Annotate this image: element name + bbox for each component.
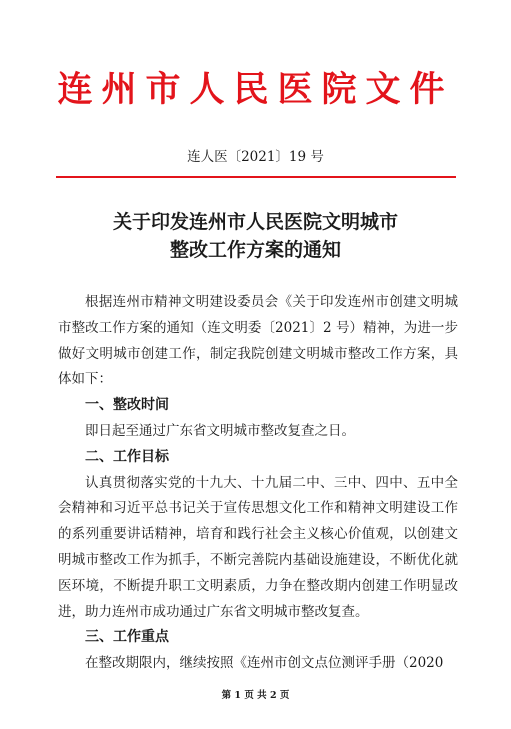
section-heading-schedule: 一、整改时间	[85, 397, 169, 414]
issuing-org-header: 连州市人民医院文件	[57, 69, 454, 110]
document-title-line-2: 整改工作方案的通知	[169, 239, 341, 261]
document-body	[58, 290, 458, 677]
section-heading-goals: 二、工作目标	[85, 448, 169, 465]
document-number: 连人医〔2021〕19 号	[187, 149, 324, 165]
document-title	[0, 208, 511, 264]
section-heading-focus: 三、工作重点	[85, 629, 169, 646]
document-title-line-1: 关于印发连州市人民医院文明城市	[112, 211, 398, 233]
section-text-focus: 在整改期限内，继续按照《连州市创文点位测评手册（2020	[85, 655, 444, 672]
section-text-schedule: 即日起至通过广东省文明城市整改复查之日。	[85, 422, 355, 439]
intro-paragraph: 根据连州市精神文明建设委员会《关于印发连州市创建文明城市整改工作方案的通知（连文明委〔2021〕2 号）精神，为进一步做好文明城市创建工作，制定我院创建文明城市整改工作方案，具体如下：	[58, 294, 458, 388]
page-indicator: 第 1 页 共 2 页	[221, 690, 290, 701]
red-divider-line	[56, 176, 456, 178]
section-text-goals: 认真贯彻落实党的十九大、十九届二中、三中、四中、五中全会精神和习近平总书记关于宣传思想文化工作和精神文明建设工作的系列重要讲话精神，培育和践行社会主义核心价值观，以创建文明城市整改工作为抓手，不断完善院内基础设施建设，不断优化就医环境，不断提升职工文明素质，力争在整改期内创建工作明显改进，助力连州市成功通过广东省文明城市整改复查。	[58, 474, 458, 620]
